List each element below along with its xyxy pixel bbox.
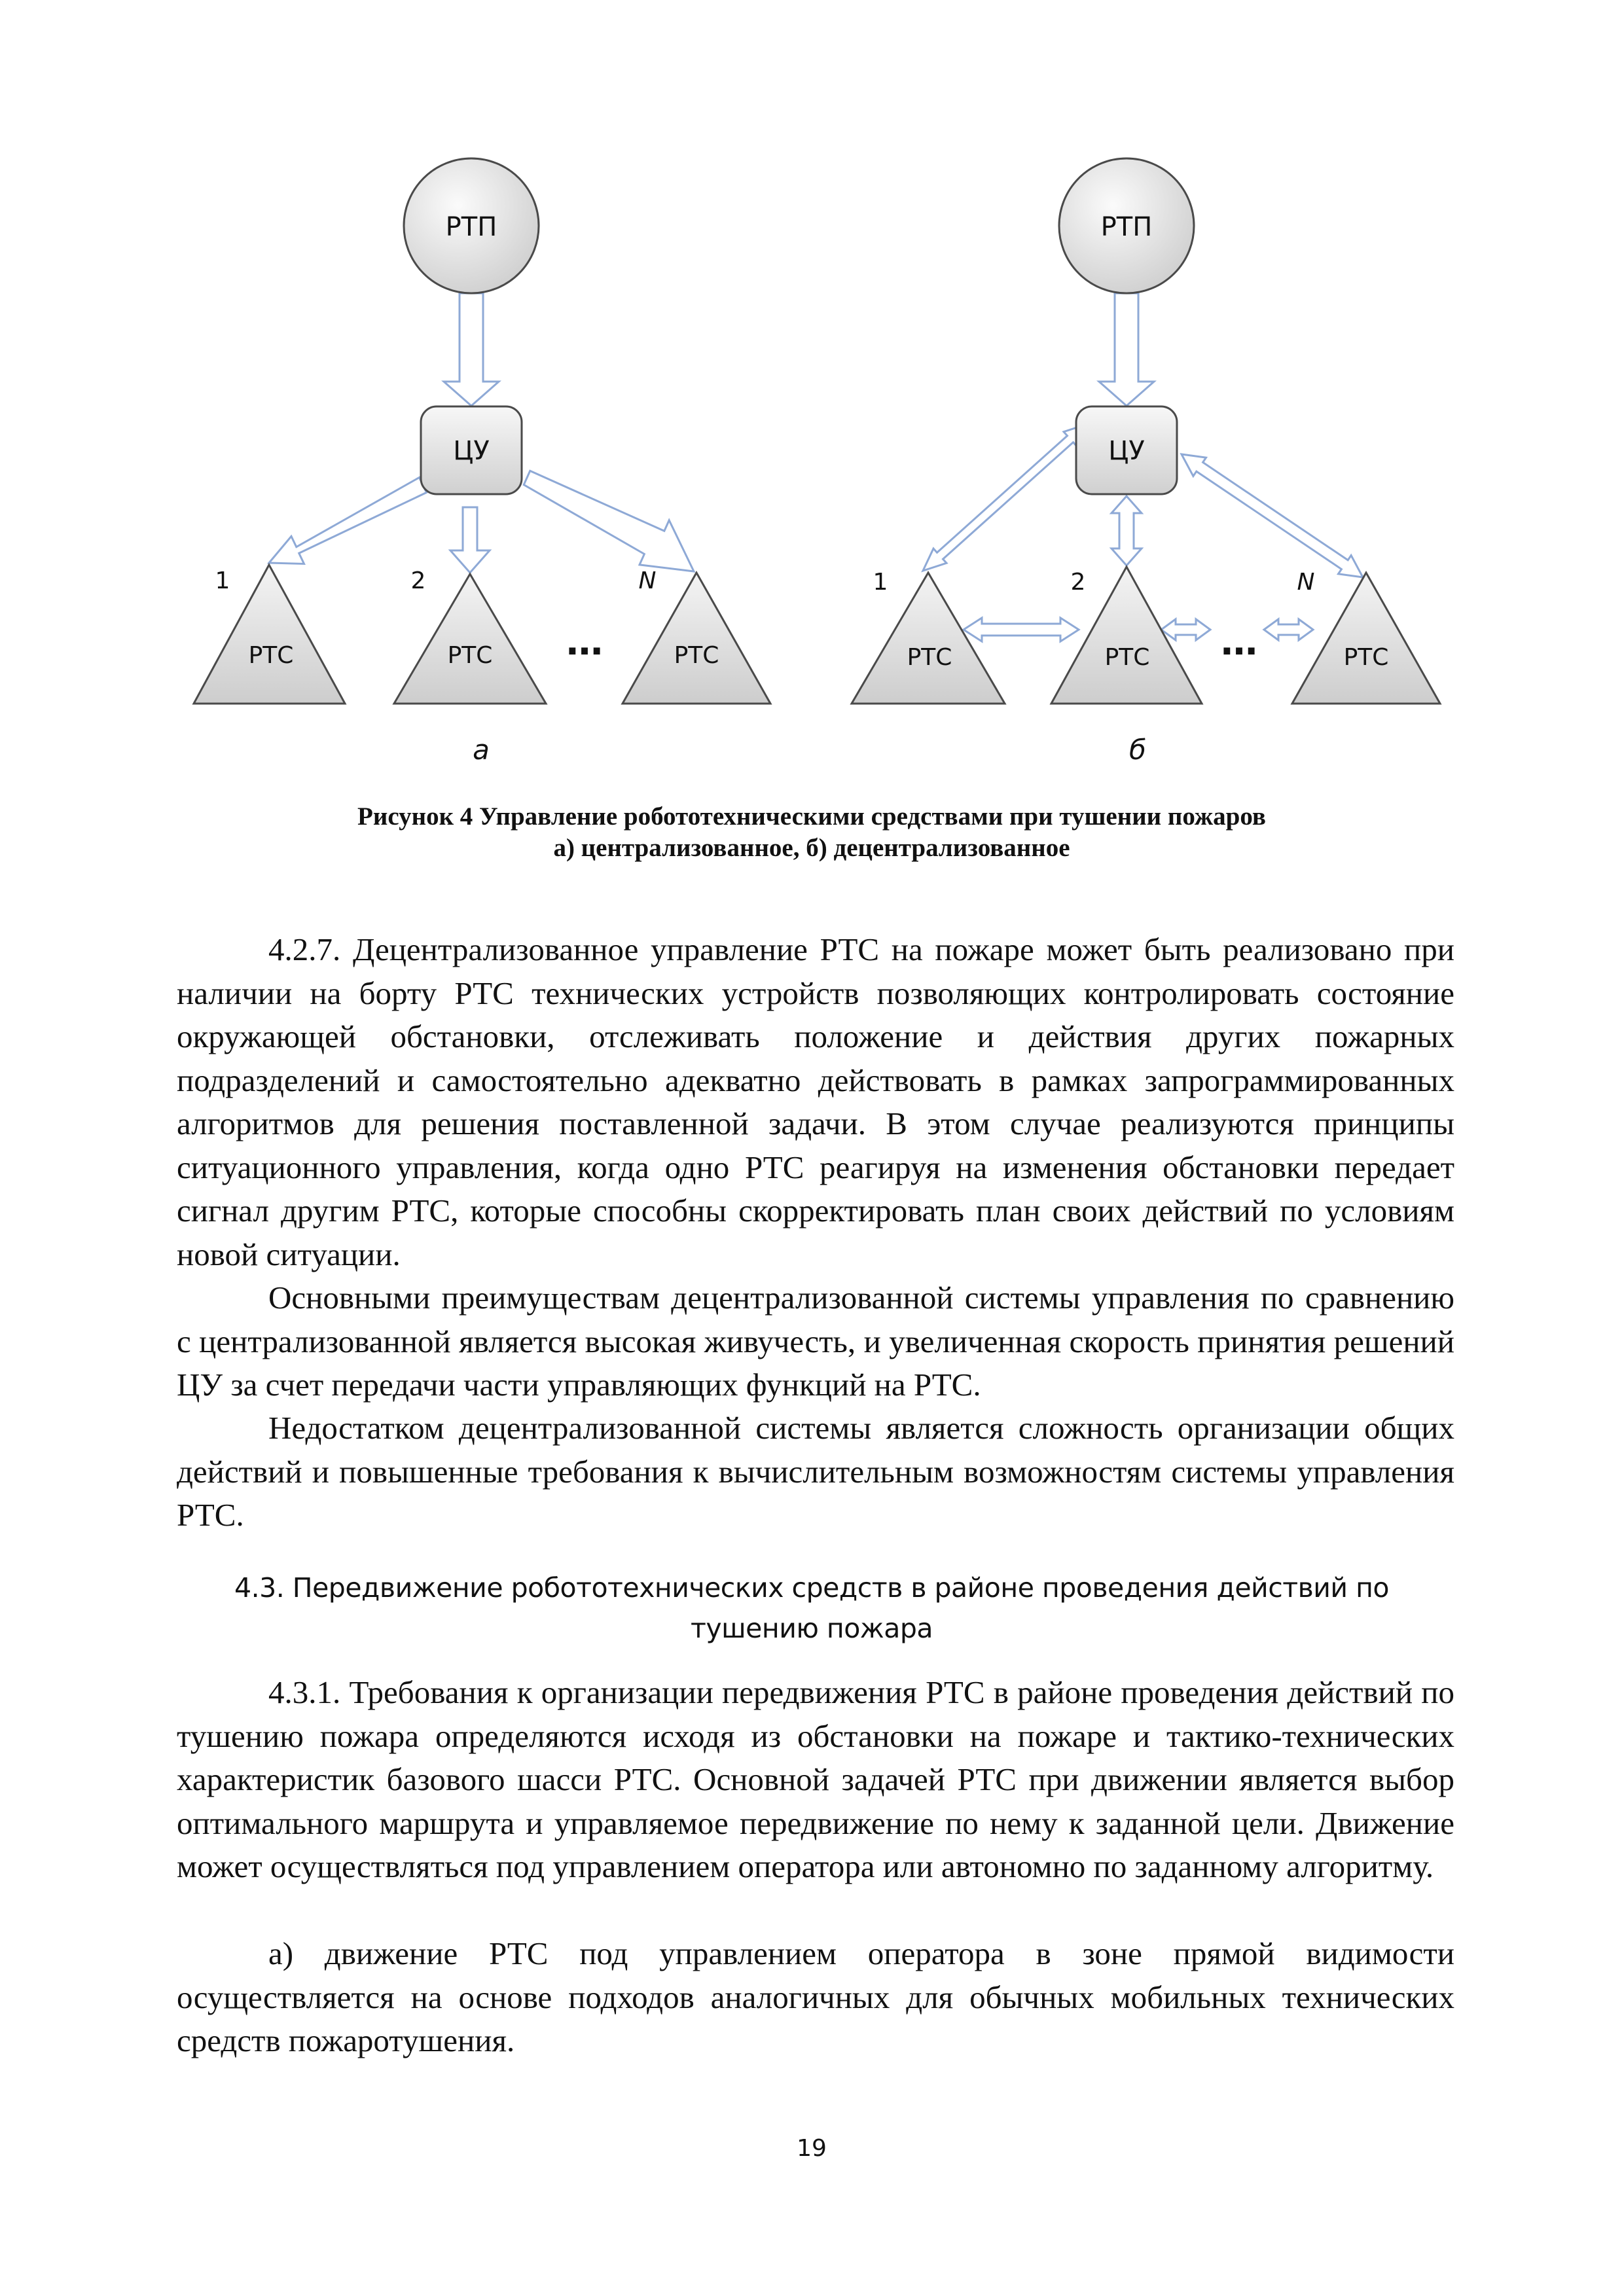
- rts-label-n: РТС: [674, 642, 719, 669]
- rtp-node-label: РТП: [445, 212, 497, 242]
- control-diagrams-figure: [0, 0, 1624, 798]
- arrow-cu-rts-1-bidirectional: [923, 424, 1087, 571]
- page-number: 19: [797, 2135, 827, 2162]
- rts-index-n: N: [1297, 569, 1315, 596]
- centralized-diagram: [194, 158, 770, 766]
- figure-caption-line-2: а) централизованное, б) децентрализованное: [553, 834, 1070, 862]
- ellipsis: …: [566, 621, 603, 664]
- figure-caption: [196, 801, 1427, 864]
- section-heading-4-3: [196, 1568, 1427, 1649]
- rts-label-1: РТС: [248, 642, 294, 669]
- section-heading-line-2: тушению пожара: [691, 1613, 933, 1644]
- rts-index-2: 2: [410, 567, 426, 594]
- ellipsis: …: [1221, 621, 1257, 664]
- cu-node-label: ЦУ: [453, 436, 490, 466]
- figure-caption-line-1: Рисунок 4 Управление робототехническими средствами при тушении пожаров: [357, 802, 1266, 831]
- paragraph-disadvantages: Недостатком децентрализованной системы является сложность организации общих действий и повышенные требования к вычислительным возможностям системы управления РТС.: [177, 1410, 1454, 1533]
- sub-label-b: б: [1129, 734, 1146, 766]
- arrow-cu-rts-2-bidirectional: [1111, 496, 1142, 565]
- rts-index-1: 1: [215, 567, 230, 594]
- arrow-cu-rts-n-bidirectional: [1182, 454, 1363, 577]
- rts-label-2: РТС: [447, 642, 493, 669]
- arrow-rts-1-rts-2-bidirectional: [964, 618, 1079, 641]
- rtp-node-label: РТП: [1100, 212, 1153, 242]
- paragraph-4-2-7: 4.2.7. Децентрализованное управление РТС на пожаре может быть реализовано при наличии на борту РТС технических устройств позволяющих контролировать состояние окружающей обстановки, отслеживать положение и действия других пожарных подразделений и самостоятельно адекватно действовать в рамках запрограммированных алгоритмов для решения поставленной задачи. В этом случае реализуются принципы ситуационного управления, когда одно РТС реагируя на изменения обстановки передает сигнал другим РТС, которые способны скорректировать план своих действий по условиям новой ситуации.: [177, 931, 1454, 1272]
- arrow-cu-to-rts-n: [524, 471, 694, 571]
- section-heading-line-1: 4.3. Передвижение робототехнических средств в районе проведения действий по: [234, 1572, 1390, 1604]
- rts-label-2: РТС: [1104, 644, 1150, 671]
- decentralized-diagram: [852, 158, 1440, 766]
- sub-label-a: а: [473, 734, 490, 766]
- rts-index-n: N: [638, 567, 657, 594]
- rts-label-n: РТС: [1343, 644, 1389, 671]
- rts-index-1: 1: [873, 569, 888, 596]
- paragraph-operator-movement: а) движение РТС под управлением оператора в зоне прямой видимости осуществляется на основе подходов аналогичных для обычных мобильных технических средств пожаротушения.: [177, 1935, 1454, 2058]
- cu-node-label: ЦУ: [1108, 436, 1145, 466]
- arrow-cu-to-rts-1: [269, 478, 426, 564]
- arrow-rts-2-ellipsis-bidirectional: [1161, 619, 1210, 640]
- rts-index-2: 2: [1070, 569, 1086, 596]
- arrow-ellipsis-rts-n-bidirectional: [1264, 619, 1313, 640]
- arrow-cu-to-rts-2: [450, 507, 490, 573]
- paragraph-advantages: Основными преимуществам децентрализованной системы управления по сравнению с централизованной является высокая живучесть, и увеличенная скорость принятия решений ЦУ за счет передачи части управляющих функций на РТС.: [177, 1280, 1454, 1403]
- arrow-rtp-to-cu: [1099, 293, 1154, 406]
- rts-label-1: РТС: [907, 644, 952, 671]
- paragraph-4-3-1: 4.3.1. Требования к организации передвижения РТС в районе проведения действий по тушению пожара определяются исходя из обстановки на пожаре и тактико-технических характеристик базового шасси РТС. Основной задачей РТС при движении является выбор оптимального маршрута и управляемое передвижение по нему к заданной цели. Движение может осуществляться под управлением оператора или автономно по заданному алгоритму.: [177, 1674, 1454, 1884]
- arrow-rtp-to-cu: [444, 293, 499, 406]
